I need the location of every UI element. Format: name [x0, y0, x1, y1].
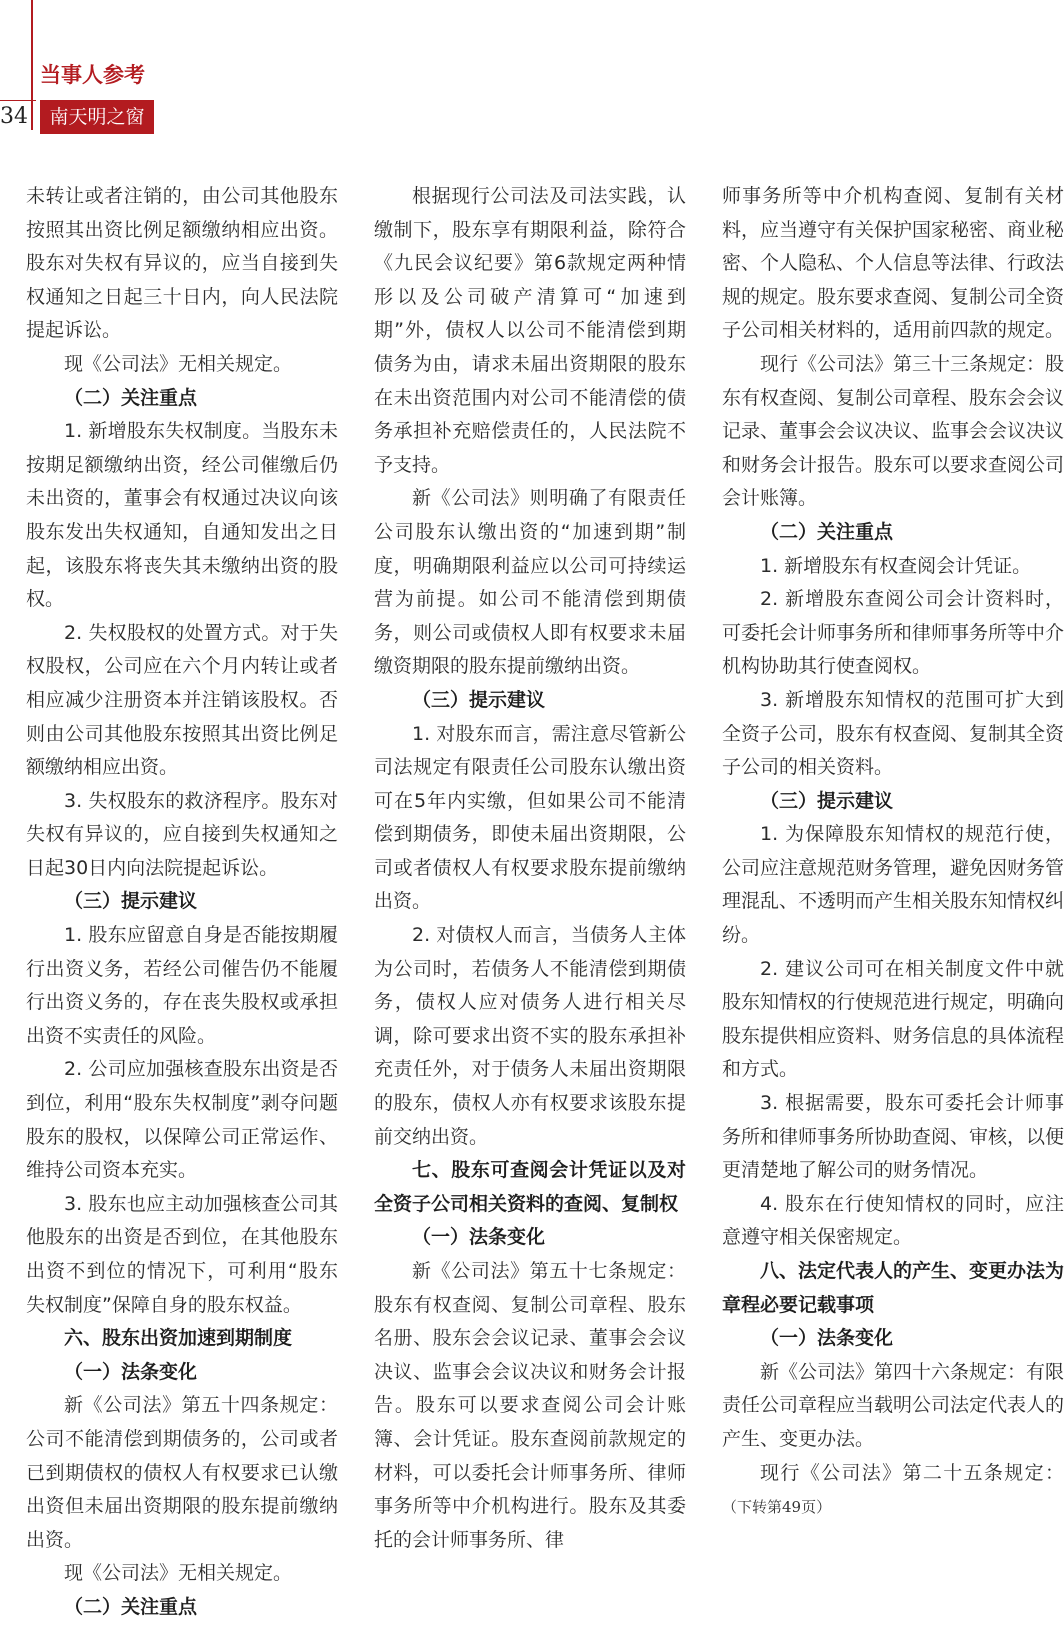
paragraph: 新《公司法》则明确了有限责任公司股东认缴出资的“加速到期”制度，明确期限利益应以公司可持续运营为前提。如公司不能清偿到期债务，则公司或债权人即有权要求未届缴资期限的股东提前缴纳出资。: [374, 487, 686, 678]
paragraph: 现行《公司法》第三十三条规定：股东有权查阅、复制公司章程、股东会会议记录、董事会会议决议、监事会会议决议和财务会计报告。股东可以要求查阅公司会计账簿。: [722, 352, 1064, 510]
subheading: （二）关注重点: [64, 1595, 198, 1618]
paragraph: 2. 建议公司可在相关制度文件中就股东知情权的行使规范进行规定，明确向股东提供相应资料、财务信息的具体流程和方式。: [722, 957, 1064, 1081]
paragraph: 4. 股东在行使知情权的同时，应注意遵守相关保密规定。: [722, 1192, 1064, 1249]
subheading: （一）法条变化: [412, 1226, 546, 1249]
subheading: （三）提示建议: [760, 789, 894, 812]
paragraph: 3. 失权股东的救济程序。股东对失权有异议的，应自接到失权通知之日起30日内向法院提起诉讼。: [26, 789, 338, 879]
paragraph: 新《公司法》第四十六条规定：有限责任公司章程应当载明公司法定代表人的产生、变更办法。: [722, 1360, 1064, 1450]
paragraph: 未转让或者注销的，由公司其他股东按照其出资比例足额缴纳相应出资。股东对失权有异议的，应当自接到失权通知之日起三十日内，向人民法院提起诉讼。: [26, 185, 338, 342]
paragraph: 1. 新增股东有权查阅会计凭证。: [760, 554, 1032, 577]
paragraph: 新《公司法》第五十四条规定：公司不能清偿到期债务的，公司或者已到期债权的债权人有权要求已认缴出资但未届出资期限的股东提前缴纳出资。: [26, 1394, 338, 1551]
paragraph: 新《公司法》第五十七条规定：股东有权查阅、复制公司章程、股东名册、股东会会议记录、董事会会议决议、监事会会议决议和财务会计报告。股东可以要求查阅公司会计账簿、会计凭证。股东查阅前款规定的材料，可以委托会计师事务所、律师事务所等中介机构进行。股东及其委托的会计师事务所、律: [374, 1260, 686, 1551]
paragraph: 1. 对股东而言，需注意尽管新公司法规定有限责任公司股东认缴出资可在5年内实缴，但如果公司不能清偿到期债务，即使未届出资期限，公司或者债权人有权要求股东提前缴纳出资。: [374, 722, 686, 913]
subheading: （二）关注重点: [760, 520, 894, 543]
section-title: 当事人参考: [40, 63, 145, 87]
paragraph: 1. 为保障股东知情权的规范行使，公司应注意规范财务管理，避免因财务管理混乱、不透明而产生相关股东知情权纠纷。: [722, 823, 1064, 947]
subheading: （一）法条变化: [64, 1360, 198, 1383]
paragraph: 2. 对债权人而言，当债务人主体为公司时，若债务人不能清偿到期债务，债权人应对债务人进行相关尽调，除可要求出资不实的股东承担补充责任外，对于债务人未届出资期限的股东，债权人亦有权要求该股东提前交纳出资。: [374, 924, 686, 1148]
subheading: （三）提示建议: [412, 688, 546, 711]
paragraph: 2. 公司应加强核查股东出资是否到位，利用“股东失权制度”剥夺问题股东的股权，以保障公司正常运作、维持公司资本充实。: [26, 1058, 338, 1182]
section-heading: 六、股东出资加速到期制度: [64, 1327, 293, 1350]
page-number: 34: [0, 104, 28, 129]
paragraph: 2. 新增股东查阅公司会计资料时，可委托会计师事务所和律师事务所等中介机构协助其行使查阅权。: [722, 588, 1064, 678]
text-column-3: [722, 180, 1064, 1629]
paragraph: 根据现行公司法及司法实践，认缴制下，股东享有期限利益，除符合《九民会议纪要》第6款规定两种情形以及公司破产清算可“加速到期”外，债权人以公司不能清偿到期债务为由，请求未届出资期限的股东在未出资范围内对公司不能清偿的债务承担补充赔偿责任的，人民法院不予支持。: [374, 185, 686, 476]
paragraph: 师事务所等中介机构查阅、复制有关材料，应当遵守有关保护国家秘密、商业秘密、个人隐私、个人信息等法律、行政法规的规定。股东要求查阅、复制公司全资子公司相关材料的，适用前四款的规定。: [722, 185, 1064, 342]
header-vertical-rule: [31, 0, 33, 130]
continuation-note: （下转第49页）: [722, 1498, 832, 1517]
paragraph: 3. 股东也应主动加强核查公司其他股东的出资是否到位，在其他股东出资不到位的情况下，可利用“股东失权制度”保障自身的股东权益。: [26, 1192, 338, 1316]
section-heading: 八、法定代表人的产生、变更办法为章程必要记载事项: [722, 1260, 1064, 1316]
paragraph: 3. 根据需要，股东可委托会计师事务所和律师事务所协助查阅、审核，以便更清楚地了解公司的财务情况。: [722, 1092, 1064, 1182]
subheading: （三）提示建议: [64, 890, 198, 913]
paragraph-text: 现行《公司法》第二十五条规定：: [760, 1461, 1064, 1484]
subheading: （二）关注重点: [64, 386, 198, 409]
column-badge: 南天明之窗: [40, 100, 154, 134]
paragraph: 2. 失权股权的处置方式。对于失权股权，公司应在六个月内转让或者相应减少注册资本并注销该股权。否则由公司其他股东按照其出资比例足额缴纳相应出资。: [26, 621, 338, 779]
subheading: （一）法条变化: [760, 1327, 894, 1350]
section-heading: 七、股东可查阅会计凭证以及对全资子公司相关资料的查阅、复制权: [374, 1159, 686, 1215]
header-horizontal-rule: [0, 100, 36, 101]
paragraph: 现《公司法》无相关规定。: [64, 352, 293, 375]
paragraph: [722, 1457, 1064, 1525]
paragraph: 3. 新增股东知情权的范围可扩大到全资子公司，股东有权查阅、复制其全资子公司的相关资料。: [722, 688, 1064, 779]
paragraph: 1. 股东应留意自身是否能按期履行出资义务，若经公司催告仍不能履行出资义务的，存在丧失股权或承担出资不实责任的风险。: [26, 924, 338, 1047]
text-column-1: [26, 180, 338, 1629]
paragraph: 现《公司法》无相关规定。: [64, 1562, 293, 1585]
text-column-2: [374, 180, 686, 1629]
paragraph: 1. 新增股东失权制度。当股东未按期足额缴纳出资，经公司催缴后仍未出资的，董事会有权通过决议向该股东发出失权通知，自通知发出之日起，该股东将丧失其未缴纳出资的股权。: [26, 420, 338, 611]
